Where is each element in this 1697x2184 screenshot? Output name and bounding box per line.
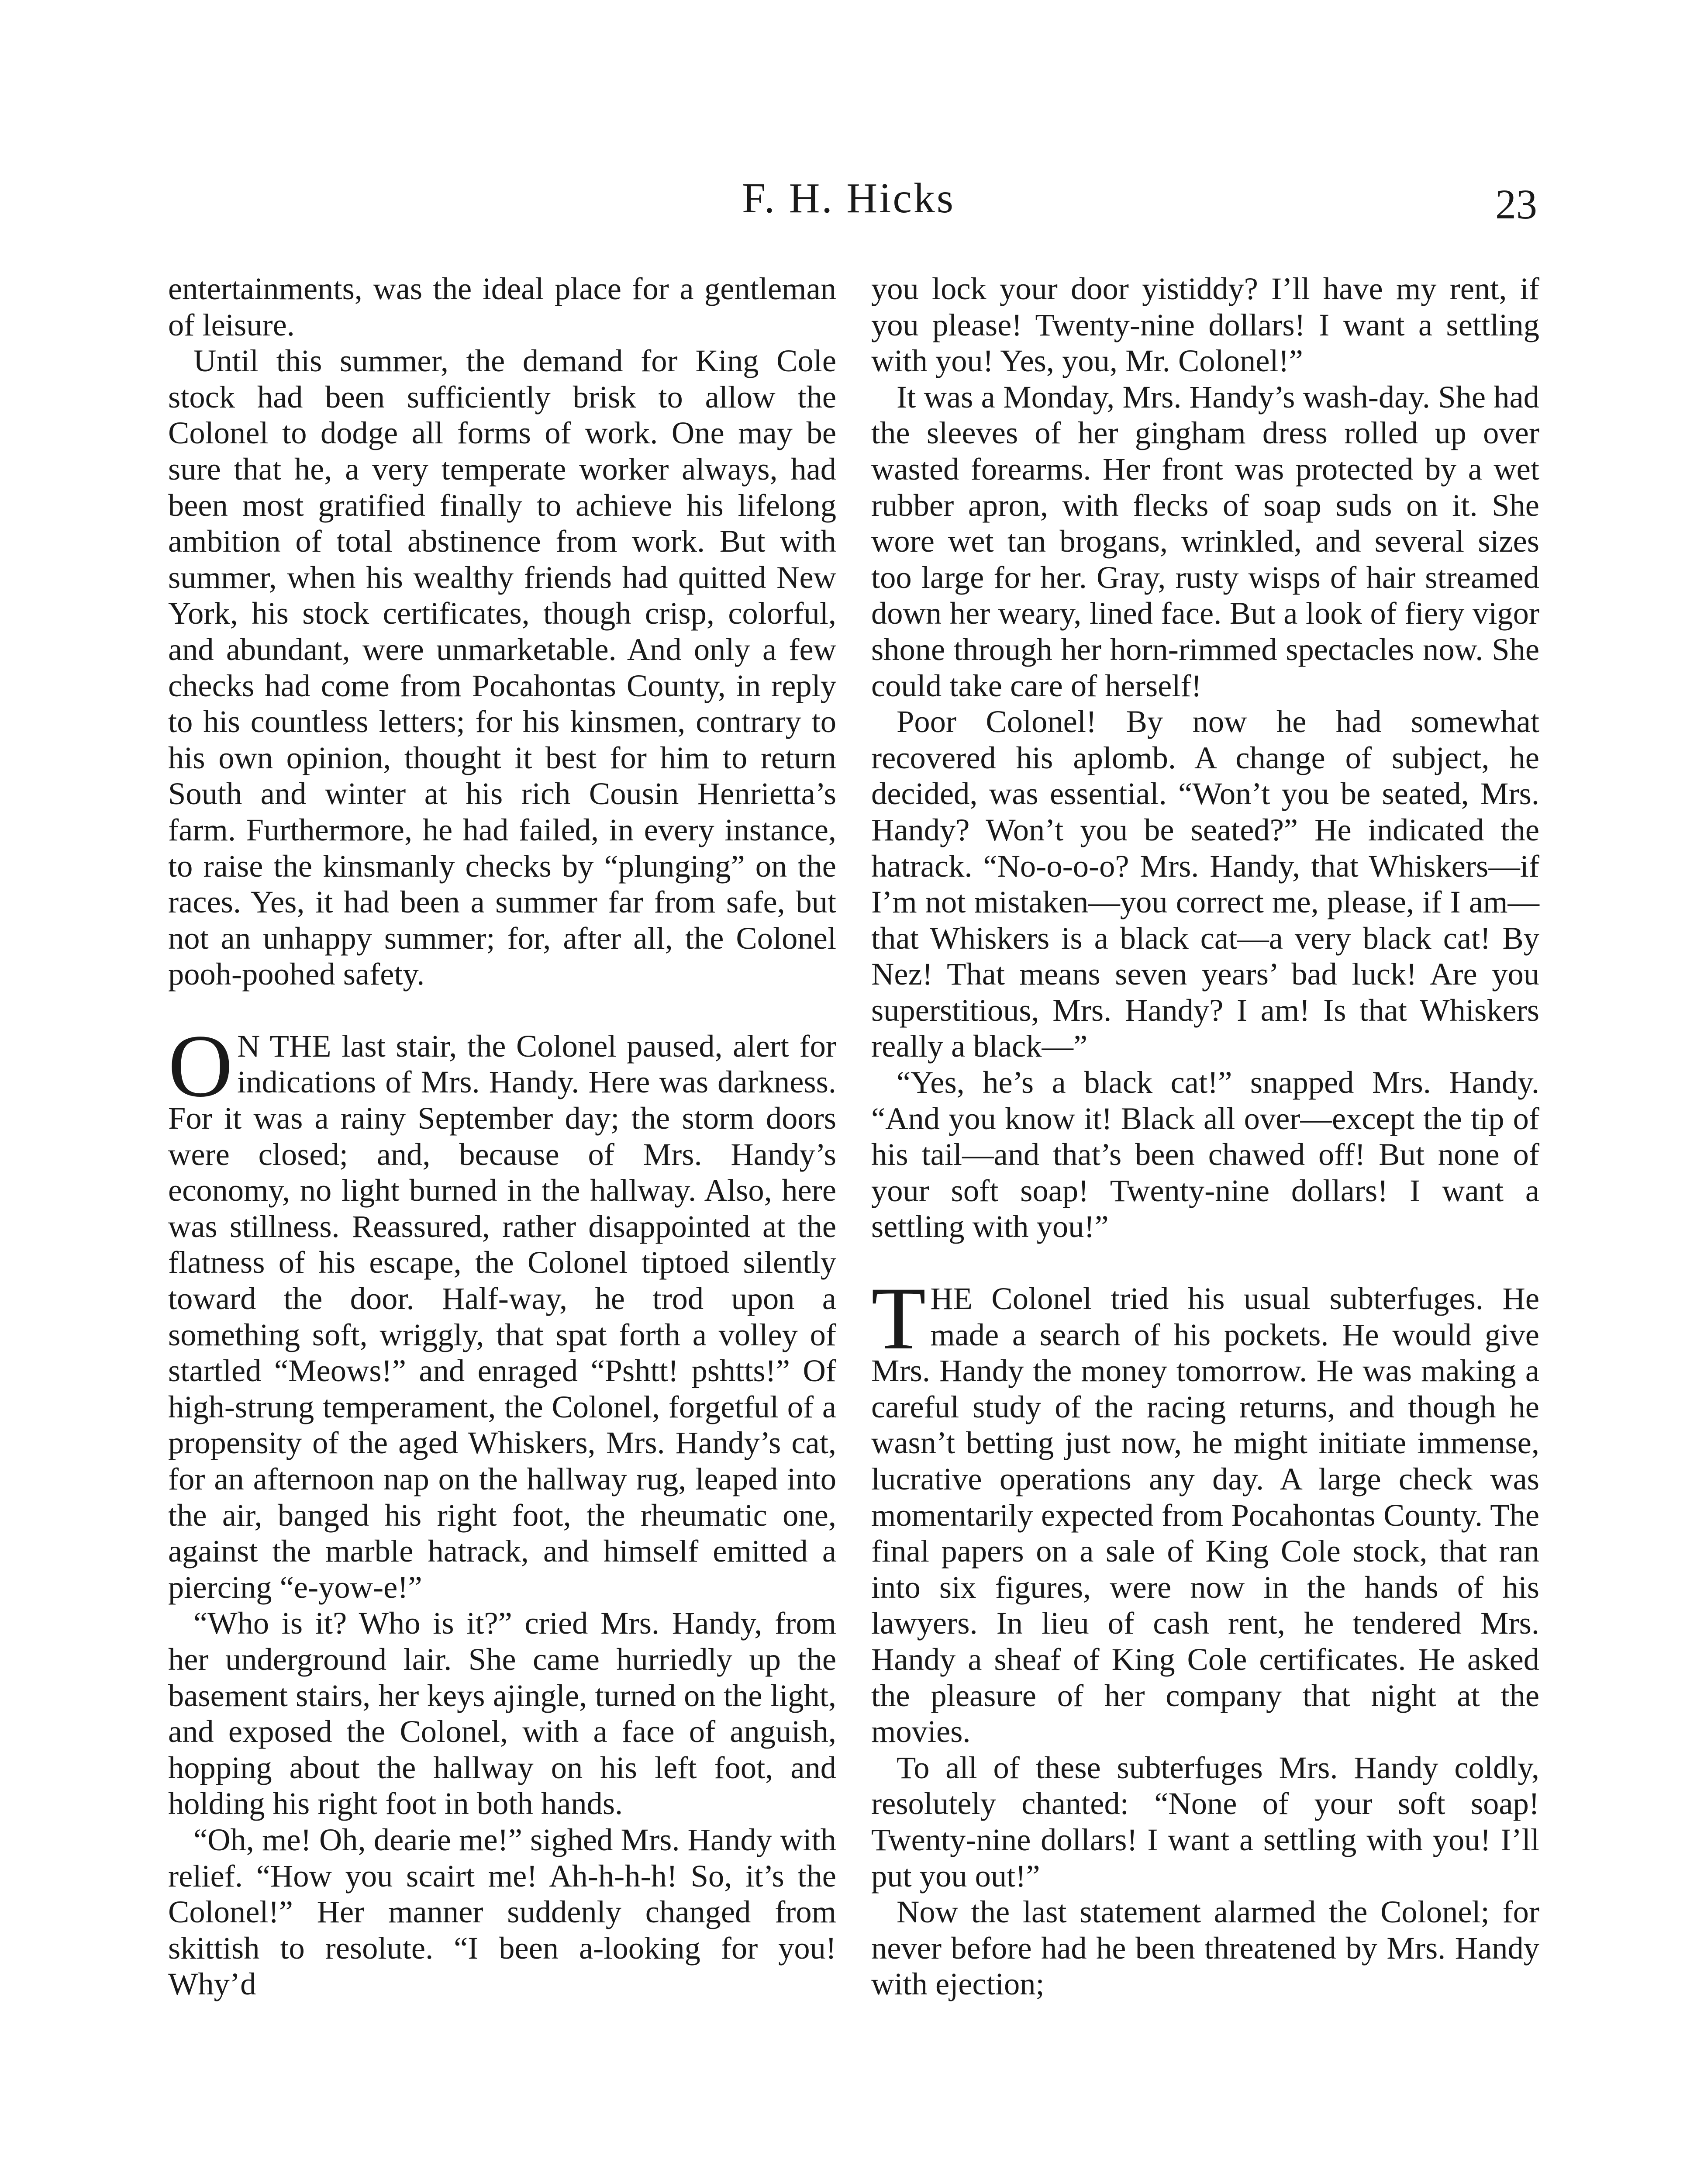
drop-cap: T	[871, 1269, 926, 1368]
section-paragraph	[168, 1016, 836, 1606]
paragraph: It was a Monday, Mrs. Handy’s wash-day. She had the sleeves of her gingham dress rolled up over wasted forearms. Her front was protected by a wet rubber apron, with flecks of soap suds on it. She wore wet tan brogans, wrinkled, and several sizes too large for her. Gray, rusty wisps of hair streamed down her weary, lined face. But a look of fiery vigor shone through her horn-rimmed spectacles now. She could take care of herself!	[871, 379, 1539, 703]
paragraph: “Yes, he’s a black cat!” snapped Mrs. Handy. “And you know it! Black all over—except the tip of his tail—and that’s been chawed off! But none of your soft soap! Twenty-nine dollars! I want a settling with you!”	[871, 1064, 1539, 1244]
section-paragraph	[871, 1269, 1539, 1750]
drop-cap: O	[168, 1016, 233, 1116]
paragraph: “Oh, me! Oh, dearie me!” sighed Mrs. Handy with relief. “How you scairt me! Ah-h-h-h! So, it’s the Colonel!” Her manner suddenly changed from skittish to resolute. “I been a-looking for you! Why’d	[168, 1821, 836, 2002]
left-column	[168, 271, 836, 2002]
right-column	[871, 271, 1539, 2002]
paragraph: Now the last statement alarmed the Colonel; for never before had he been threatened by Mrs. Handy with ejection;	[871, 1894, 1539, 2002]
page-number: 23	[1495, 181, 1537, 228]
paragraph: entertainments, was the ideal place for a gentleman of leisure.	[168, 271, 836, 342]
paragraph: To all of these subterfuges Mrs. Handy coldly, resolutely chanted: “None of your soft soap! Twenty-nine dollars! I want a settling with you! I’ll put you out!”	[871, 1749, 1539, 1894]
page-header-author: F. H. Hicks	[742, 175, 955, 222]
paragraph: you lock your door yistiddy? I’ll have my rent, if you please! Twenty-nine dollars! I want a settling with you! Yes, you, Mr. Colonel!”	[871, 271, 1539, 379]
paragraph-text: HE Colonel tried his usual subterfuges. He made a search of his pockets. He would give Mrs. Handy the money tomorrow. He was making a careful study of the racing returns, and though he wasn’t betting just now, he might initiate immense, lucrative operations any day. A large check was momentarily expected from Pocahontas County. The final papers on a sale of King Cole stock, that ran into six figures, were now in the hands of his lawyers. In lieu of cash rent, he tendered Mrs. Handy a sheaf of King Cole certificates. He asked the pleasure of her company that night at the movies.	[871, 1281, 1539, 1749]
paragraph: Until this summer, the demand for King Cole stock had been sufficiently brisk to allow the Colonel to dodge all forms of work. One may be sure that he, a very temperate worker always, had been most gratified finally to achieve his lifelong ambition of total abstinence from work. But with summer, when his wealthy friends had quitted New York, his stock certificates, though crisp, colorful, and abundant, were unmarketable. And only a few checks had come from Pocahontas County, in reply to his countless letters; for his kinsmen, contrary to his own opinion, thought it best for him to return South and winter at his rich Cousin Henrietta’s farm. Furthermore, he had failed, in every instance, to raise the kinsmanly checks by “plunging” on the races. Yes, it had been a summer far from safe, but not an unhappy summer; for, after all, the Colonel pooh-poohed safety.	[168, 343, 836, 992]
paragraph-text: N THE last stair, the Colonel paused, alert for indications of Mrs. Handy. Here was darkness. For it was a rainy September day; the storm doors were closed; and, because of Mrs. Handy’s economy, no light burned in the hallway. Also, here was stillness. Reassured, rather disappointed at the flatness of his escape, the Colonel tiptoed silently toward the door. Half-way, he trod upon a something soft, wriggly, that spat forth a volley of startled “Meows!” and enraged “Pshtt! pshtts!” Of high-strung temperament, the Colonel, forgetful of a propensity of the aged Whiskers, Mrs. Handy’s cat, for an afternoon nap on the hallway rug, leaped into the air, banged his right foot, the rheumatic one, against the marble hatrack, and himself emitted a piercing “e-yow-e!”	[168, 1028, 836, 1605]
paragraph: “Who is it? Who is it?” cried Mrs. Handy, from her underground lair. She came hurriedly up the basement stairs, her keys ajingle, turned on the light, and exposed the Colonel, with a face of anguish, hopping about the hallway on his left foot, and holding his right foot in both hands.	[168, 1605, 836, 1821]
paragraph: Poor Colonel! By now he had somewhat recovered his aplomb. A change of subject, he decided, was essential. “Won’t you be seated, Mrs. Handy? Won’t you be seated?” He indicated the hatrack. “No-o-o-o? Mrs. Handy, that Whiskers—if I’m not mistaken—you correct me, please, if I am—that Whiskers is a black cat—a very black cat! By Nez! That means seven years’ bad luck! Are you superstitious, Mrs. Handy? I am! Is that Whiskers really a black—”	[871, 704, 1539, 1064]
